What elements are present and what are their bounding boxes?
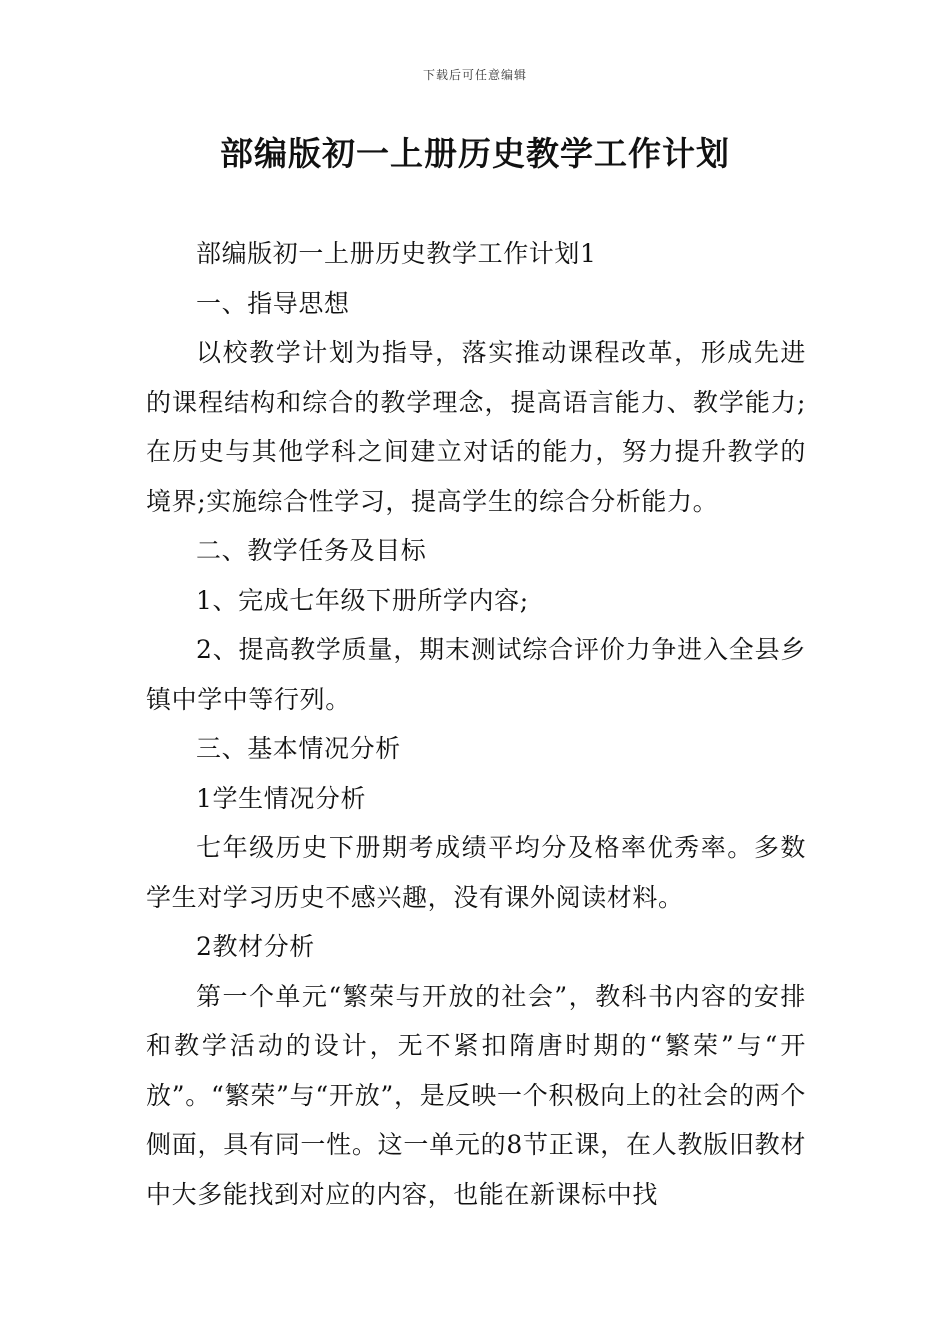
subsection-heading: 1学生情况分析 (196, 783, 367, 813)
paragraph: 以校教学计划为指导，落实推动课程改革，形成先进的课程结构和综合的教学理念，提高语言能力、教学能力;在历史与其他学科之间建立对话的能力，努力提升教学的境界;实施综合性学习，提高学生的综合分析能力。 (146, 338, 806, 516)
section-heading: 三、基本情况分析 (196, 734, 401, 763)
list-item: 1、完成七年级下册所学内容; (196, 585, 529, 615)
section-heading: 一、指导思想 (196, 288, 350, 318)
section-heading: 部编版初一上册历史教学工作计划1 (196, 239, 597, 268)
paragraph: 七年级历史下册期考成绩平均分及格率优秀率。多数学生对学习历史不感兴趣，没有课外阅读材料。 (146, 833, 806, 912)
section-heading: 二、教学任务及目标 (196, 536, 427, 565)
subsection-heading: 2教材分析 (196, 932, 315, 961)
paragraph: 第一个单元“繁荣与开放的社会”，教科书内容的安排和教学活动的设计，无不紧扣隋唐时期的“繁荣”与“开放”。“繁荣”与“开放”，是反映一个积极向上的社会的两个侧面，具有同一性。这一单元的8节正课，在人教版旧教材中大多能找到对应的内容，也能在新课标中找 (146, 981, 806, 1209)
document-title: 部编版初一上册历史教学工作计划 (220, 134, 730, 173)
document-body (146, 229, 806, 1219)
list-item: 2、提高教学质量，期末测试综合评价力争进入全县乡镇中学中等行列。 (146, 635, 806, 714)
header-note: 下载后可任意编辑 (422, 68, 527, 82)
